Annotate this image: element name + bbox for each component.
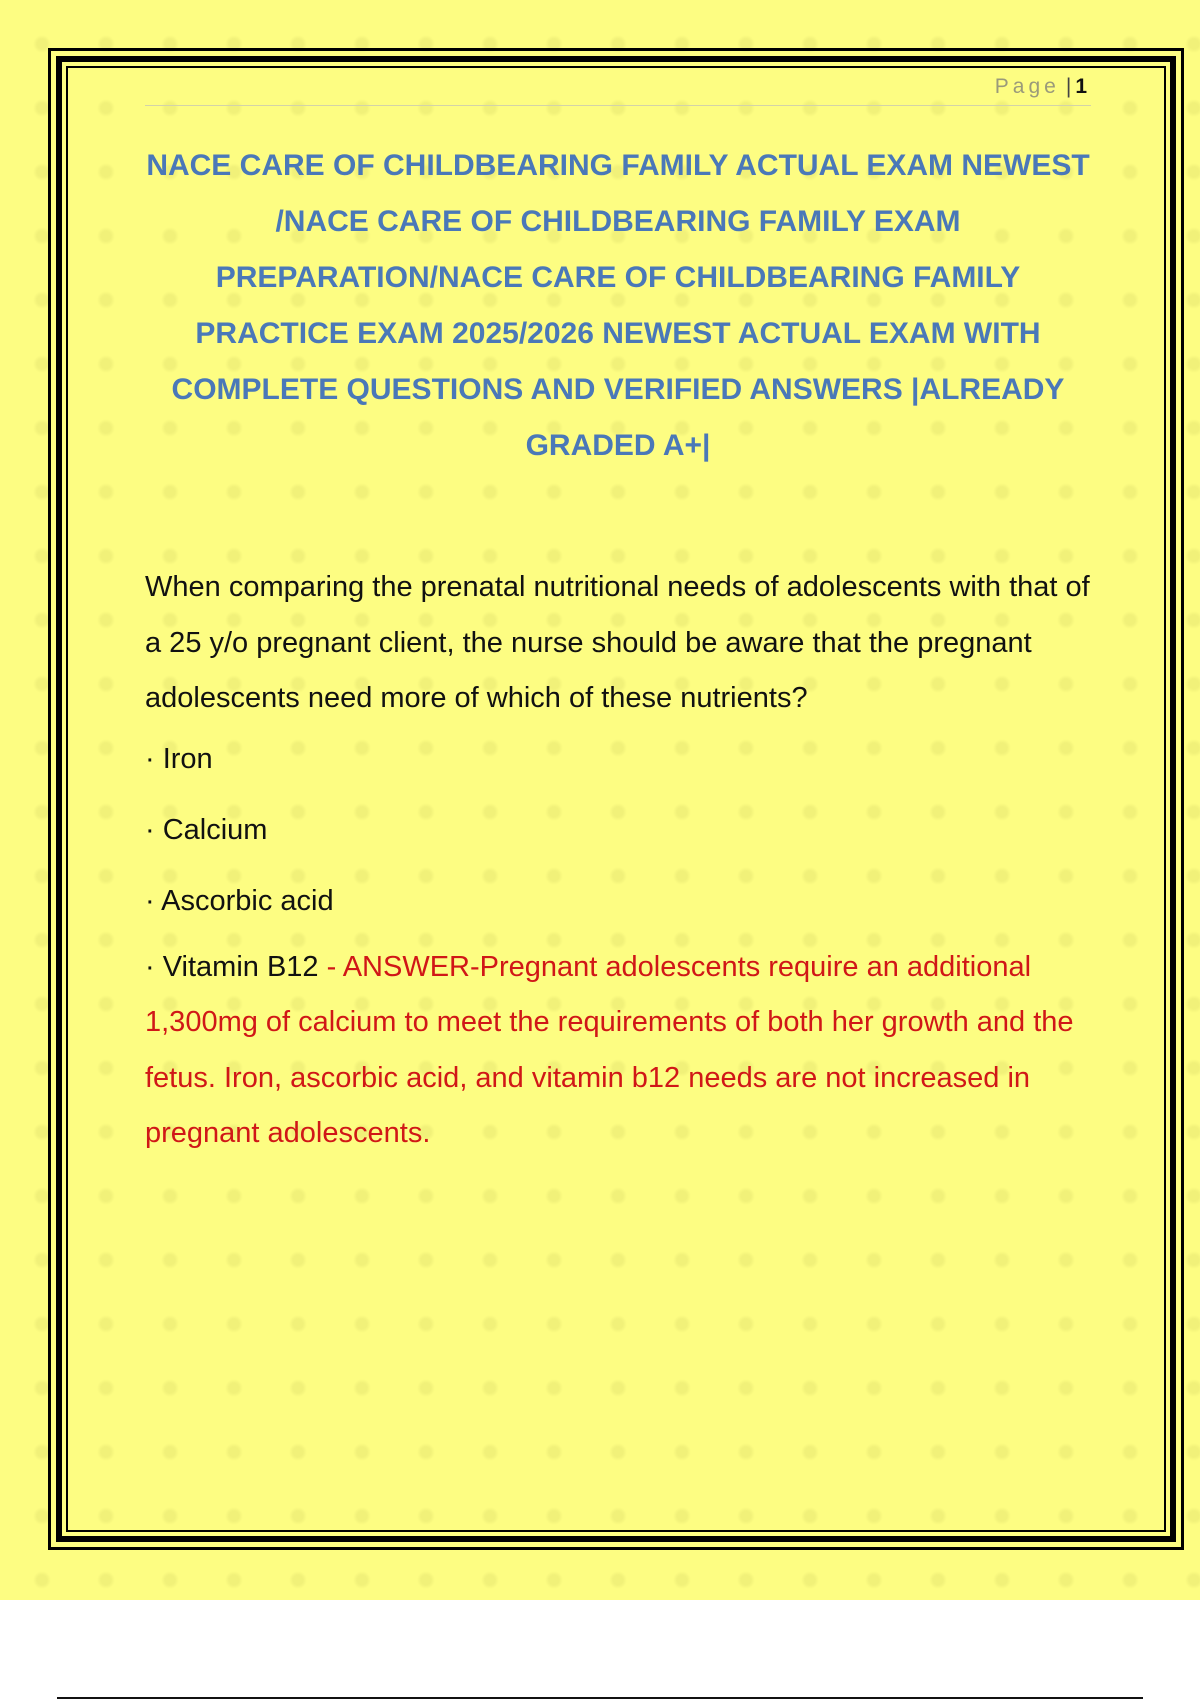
answer-option-iron: · Iron bbox=[145, 742, 213, 775]
answer-option-vitamin-b12: · Vitamin B12 bbox=[145, 950, 319, 983]
question-text: When comparing the prenatal nutritional needs of adolescents with that of a 25 y/o pregnant client, the nurse should be aware that the pregnant adolescents need more of which of these nutrients? bbox=[145, 571, 1090, 714]
document-title: NACE CARE OF CHILDBEARING FAMILY ACTUAL EXAM NEWEST /NACE CARE OF CHILDBEARING FAMILY EXAM PREPARATION/NACE CARE OF CHILDBEARING FAMILY PRACTICE EXAM 2025/2026 NEWEST ACTUAL EXAM WITH COMPLETE QUESTIONS AND VERIFIED ANSWERS |ALREADY GRADED A+| bbox=[146, 149, 1090, 462]
footer-divider bbox=[57, 1697, 1143, 1699]
answer-option-calcium: · Calcium bbox=[145, 813, 268, 846]
answer-option-ascorbic-acid: · Ascorbic acid bbox=[145, 884, 334, 917]
page-label: Page bbox=[994, 75, 1060, 98]
page-header bbox=[145, 72, 1091, 106]
answer-explanation: - ANSWER-Pregnant adolescents require an additional 1,300mg of calcium to meet the requirements of both her growth and the fetus. Iron, ascorbic acid, and vitamin b12 needs are not increased in pregnant adolescents. bbox=[145, 950, 1074, 1149]
page-number: 1 bbox=[1075, 75, 1087, 98]
question-block bbox=[145, 560, 1095, 1162]
page-separator: | bbox=[1065, 75, 1072, 98]
answer-option-vitamin-b12-with-answer bbox=[145, 940, 1095, 1162]
